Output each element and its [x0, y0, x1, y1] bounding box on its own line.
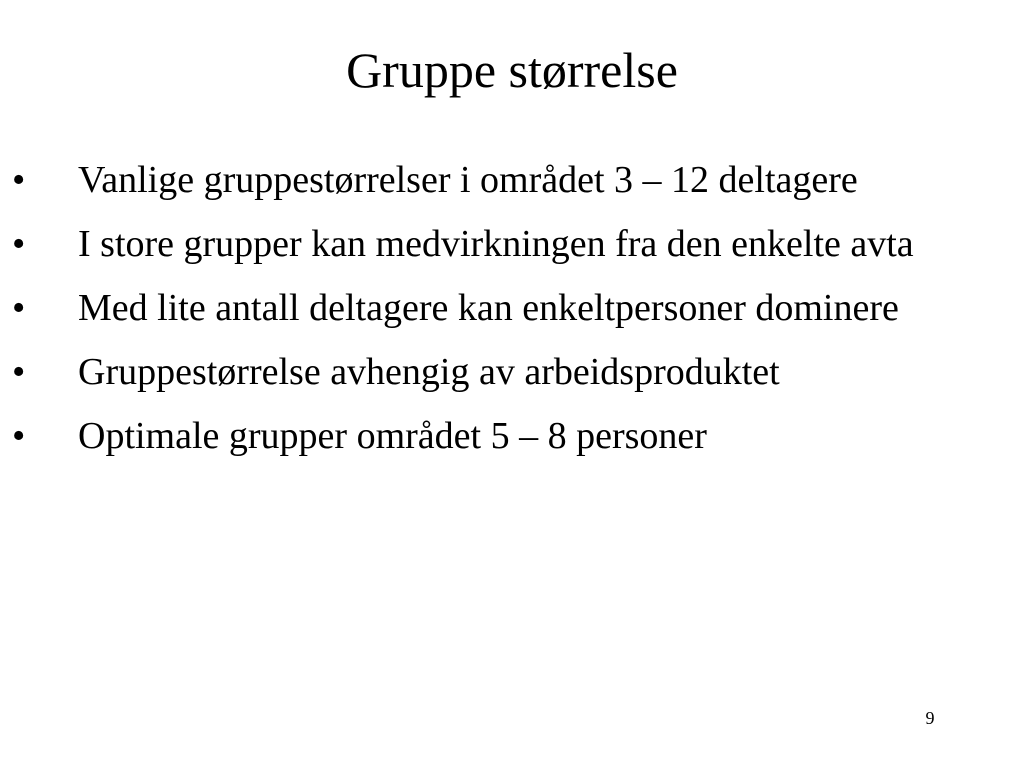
bullet-item	[10, 280, 1020, 336]
bullet-marker: •	[12, 351, 26, 393]
bullet-text: Optimale grupper området 5 – 8 personer	[78, 415, 707, 457]
bullet-marker: •	[12, 159, 26, 201]
bullet-text: Vanlige gruppestørrelser i området 3 – 12 deltagere	[78, 159, 858, 201]
bullet-marker: •	[12, 223, 26, 265]
bullet-item	[10, 152, 1020, 208]
bullet-marker: •	[12, 415, 26, 457]
bullet-text: Med lite antall deltagere kan enkeltpersoner dominere	[78, 287, 899, 329]
slide-number: 9	[925, 708, 935, 728]
bullet-item	[10, 344, 1020, 400]
slide-title: Gruppe størrelse	[346, 42, 678, 98]
bullet-text: Gruppestørrelse avhengig av arbeidsproduktet	[78, 351, 780, 393]
bullet-item	[10, 216, 1020, 272]
bullet-text: I store grupper kan medvirkningen fra den enkelte avta	[78, 223, 914, 265]
bullet-marker: •	[12, 287, 26, 329]
bullet-list	[10, 152, 1020, 472]
bullet-item	[10, 408, 1020, 464]
